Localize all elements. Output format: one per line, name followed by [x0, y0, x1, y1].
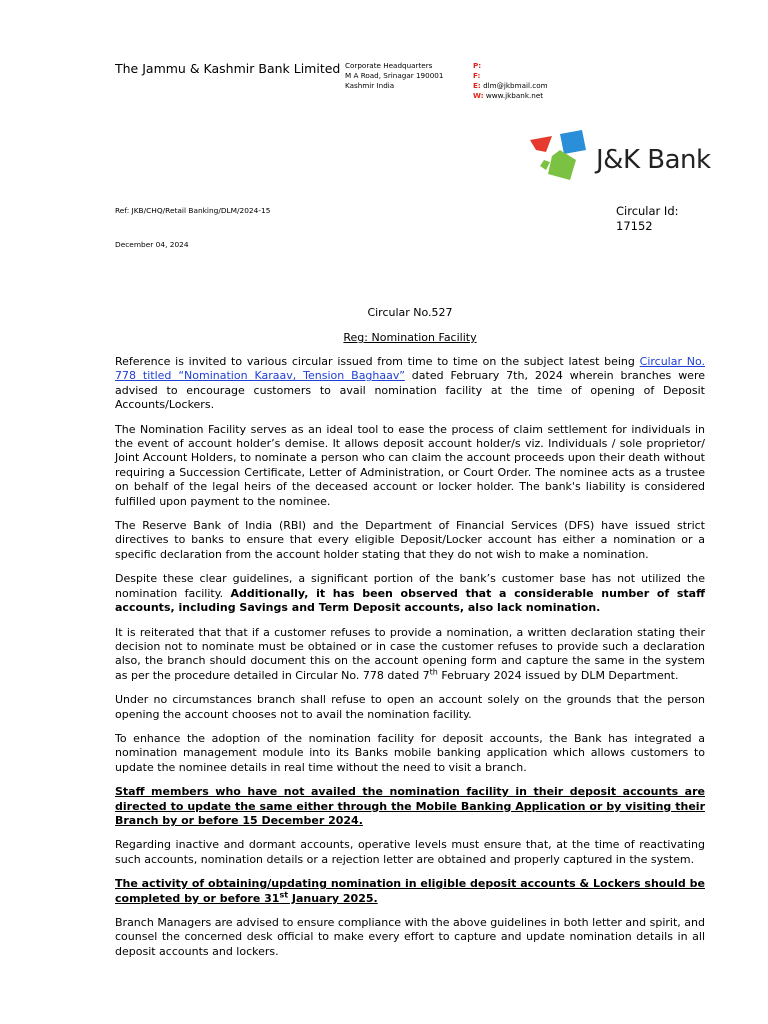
hq-line: Corporate Headquarters — [345, 61, 433, 70]
contact-email: E: dlm@jkbmail.com — [473, 81, 548, 90]
circular-date: December 04, 2024 — [115, 240, 189, 249]
paragraph-reference: Reference is invited to various circular issued from time to time on the subject latest being Circular No. 778 titled “Nomination Karaav, Tension Baghaav” dated February 7th, 2024 wherein branches were advised to encourage customers to avail nomination facility at the time of opening of Deposit Accounts/Lockers. — [115, 355, 706, 412]
bank-name: The Jammu & Kashmir Bank Limited — [115, 61, 341, 76]
paragraph-nomination-facility: The Nomination Facility serves as an ideal tool to ease the process of claim settlement for individuals in the event of account holder’s demise. It allows deposit account holder/s viz. Individuals / sole proprietor/ Joint Account Holders, to nominate a person who can claim the account proceeds upon their death without requiring a Succession Certificate, Letter of Administration, or Court Order. The nominee acts as a trustee on behalf of the legal heirs of the deceased account or locker holder. The bank's liability is considered fulfilled upon payment to the nominee. — [115, 422, 705, 508]
hq-address — [345, 61, 443, 91]
circular-id-label: Circular Id: — [616, 204, 679, 218]
paragraph-no-refusal: Under no circumstances branch shall refuse to open an account solely on the grounds that the person opening the account chooses not to avail the nomination facility. — [115, 693, 705, 721]
circular-id — [616, 204, 679, 234]
paragraph-staff-accounts: Despite these clear guidelines, a significant portion of the bank’s customer base has not utilized the nomination facility. Additionally, it has been observed that a considerable number of staff accounts, including Savings and Term Deposit accounts, also lack nomination. — [115, 572, 705, 615]
paragraph-compliance: Branch Managers are advised to ensure compliance with the above guidelines in both letter and spirit, and counsel the concerned desk official to make every effort to capture and update nomination details in all deposit accounts and lockers. — [115, 916, 705, 958]
contact-phone: P: — [473, 61, 482, 70]
circular-number: Circular No.527 — [367, 306, 453, 319]
circular-id-value: 17152 — [616, 219, 653, 233]
contact-block — [473, 61, 548, 101]
contact-fax: F: — [473, 71, 481, 80]
contact-website: W: www.jkbank.net — [473, 91, 544, 100]
logo-wordmark: J&K Bank — [596, 145, 711, 175]
circular-778-link[interactable]: Circular No. 778 titled “Nomination Karaav, Tension Baghaav” — [115, 355, 706, 383]
logo-mark-icon — [530, 130, 594, 190]
paragraph-mobile-banking: To enhance the adoption of the nomination facility for deposit accounts, the Bank has integrated a nomination management module into its Banks mobile banking application which allows customers to update the nominee details in real time without the need to visit a branch. — [115, 731, 705, 774]
hq-line: M A Road, Srinagar 190001 — [345, 71, 444, 80]
paragraph-deadline: The activity of obtaining/updating nomination in eligible deposit accounts & Lockers should be completed by or before 31st January 2025. — [115, 877, 705, 905]
reference-number: Ref: JKB/CHQ/Retail Banking/DLM/2024-15 — [115, 206, 271, 215]
paragraph-declaration: It is reiterated that that if a customer refuses to provide a nomination, a written declaration stating their decision not to nominate must be obtained or in case the customer refuses to provide such a declaration also, the branch should document this on the account opening form and capture the same in the system as per the procedure detailed in Circular No. 778 dated 7th February 2024 issued by DLM Department. — [115, 625, 705, 682]
paragraph-dormant-accounts: Regarding inactive and dormant accounts, operative levels must ensure that, at the time of reactivating such accounts, nomination details or a rejection letter are obtained and properly captured in the system. — [115, 838, 705, 866]
hq-line: Kashmir India — [345, 81, 395, 90]
paragraph-staff-directive: Staff members who have not availed the nomination facility in their deposit accounts are directed to update the same either through the Mobile Banking Application or by visiting their Branch by or before 15 December 2024. — [115, 785, 705, 827]
circular-subject: Reg: Nomination Facility — [343, 331, 477, 344]
circular-body — [115, 355, 705, 969]
paragraph-rbi-directives: The Reserve Bank of India (RBI) and the Department of Financial Services (DFS) have issued strict directives to banks to ensure that every eligible Deposit/Locker account has either a nomination or a specific declaration from the account holder stating that they do not wish to make a nomination. — [115, 519, 705, 561]
jk-bank-logo — [530, 130, 710, 190]
